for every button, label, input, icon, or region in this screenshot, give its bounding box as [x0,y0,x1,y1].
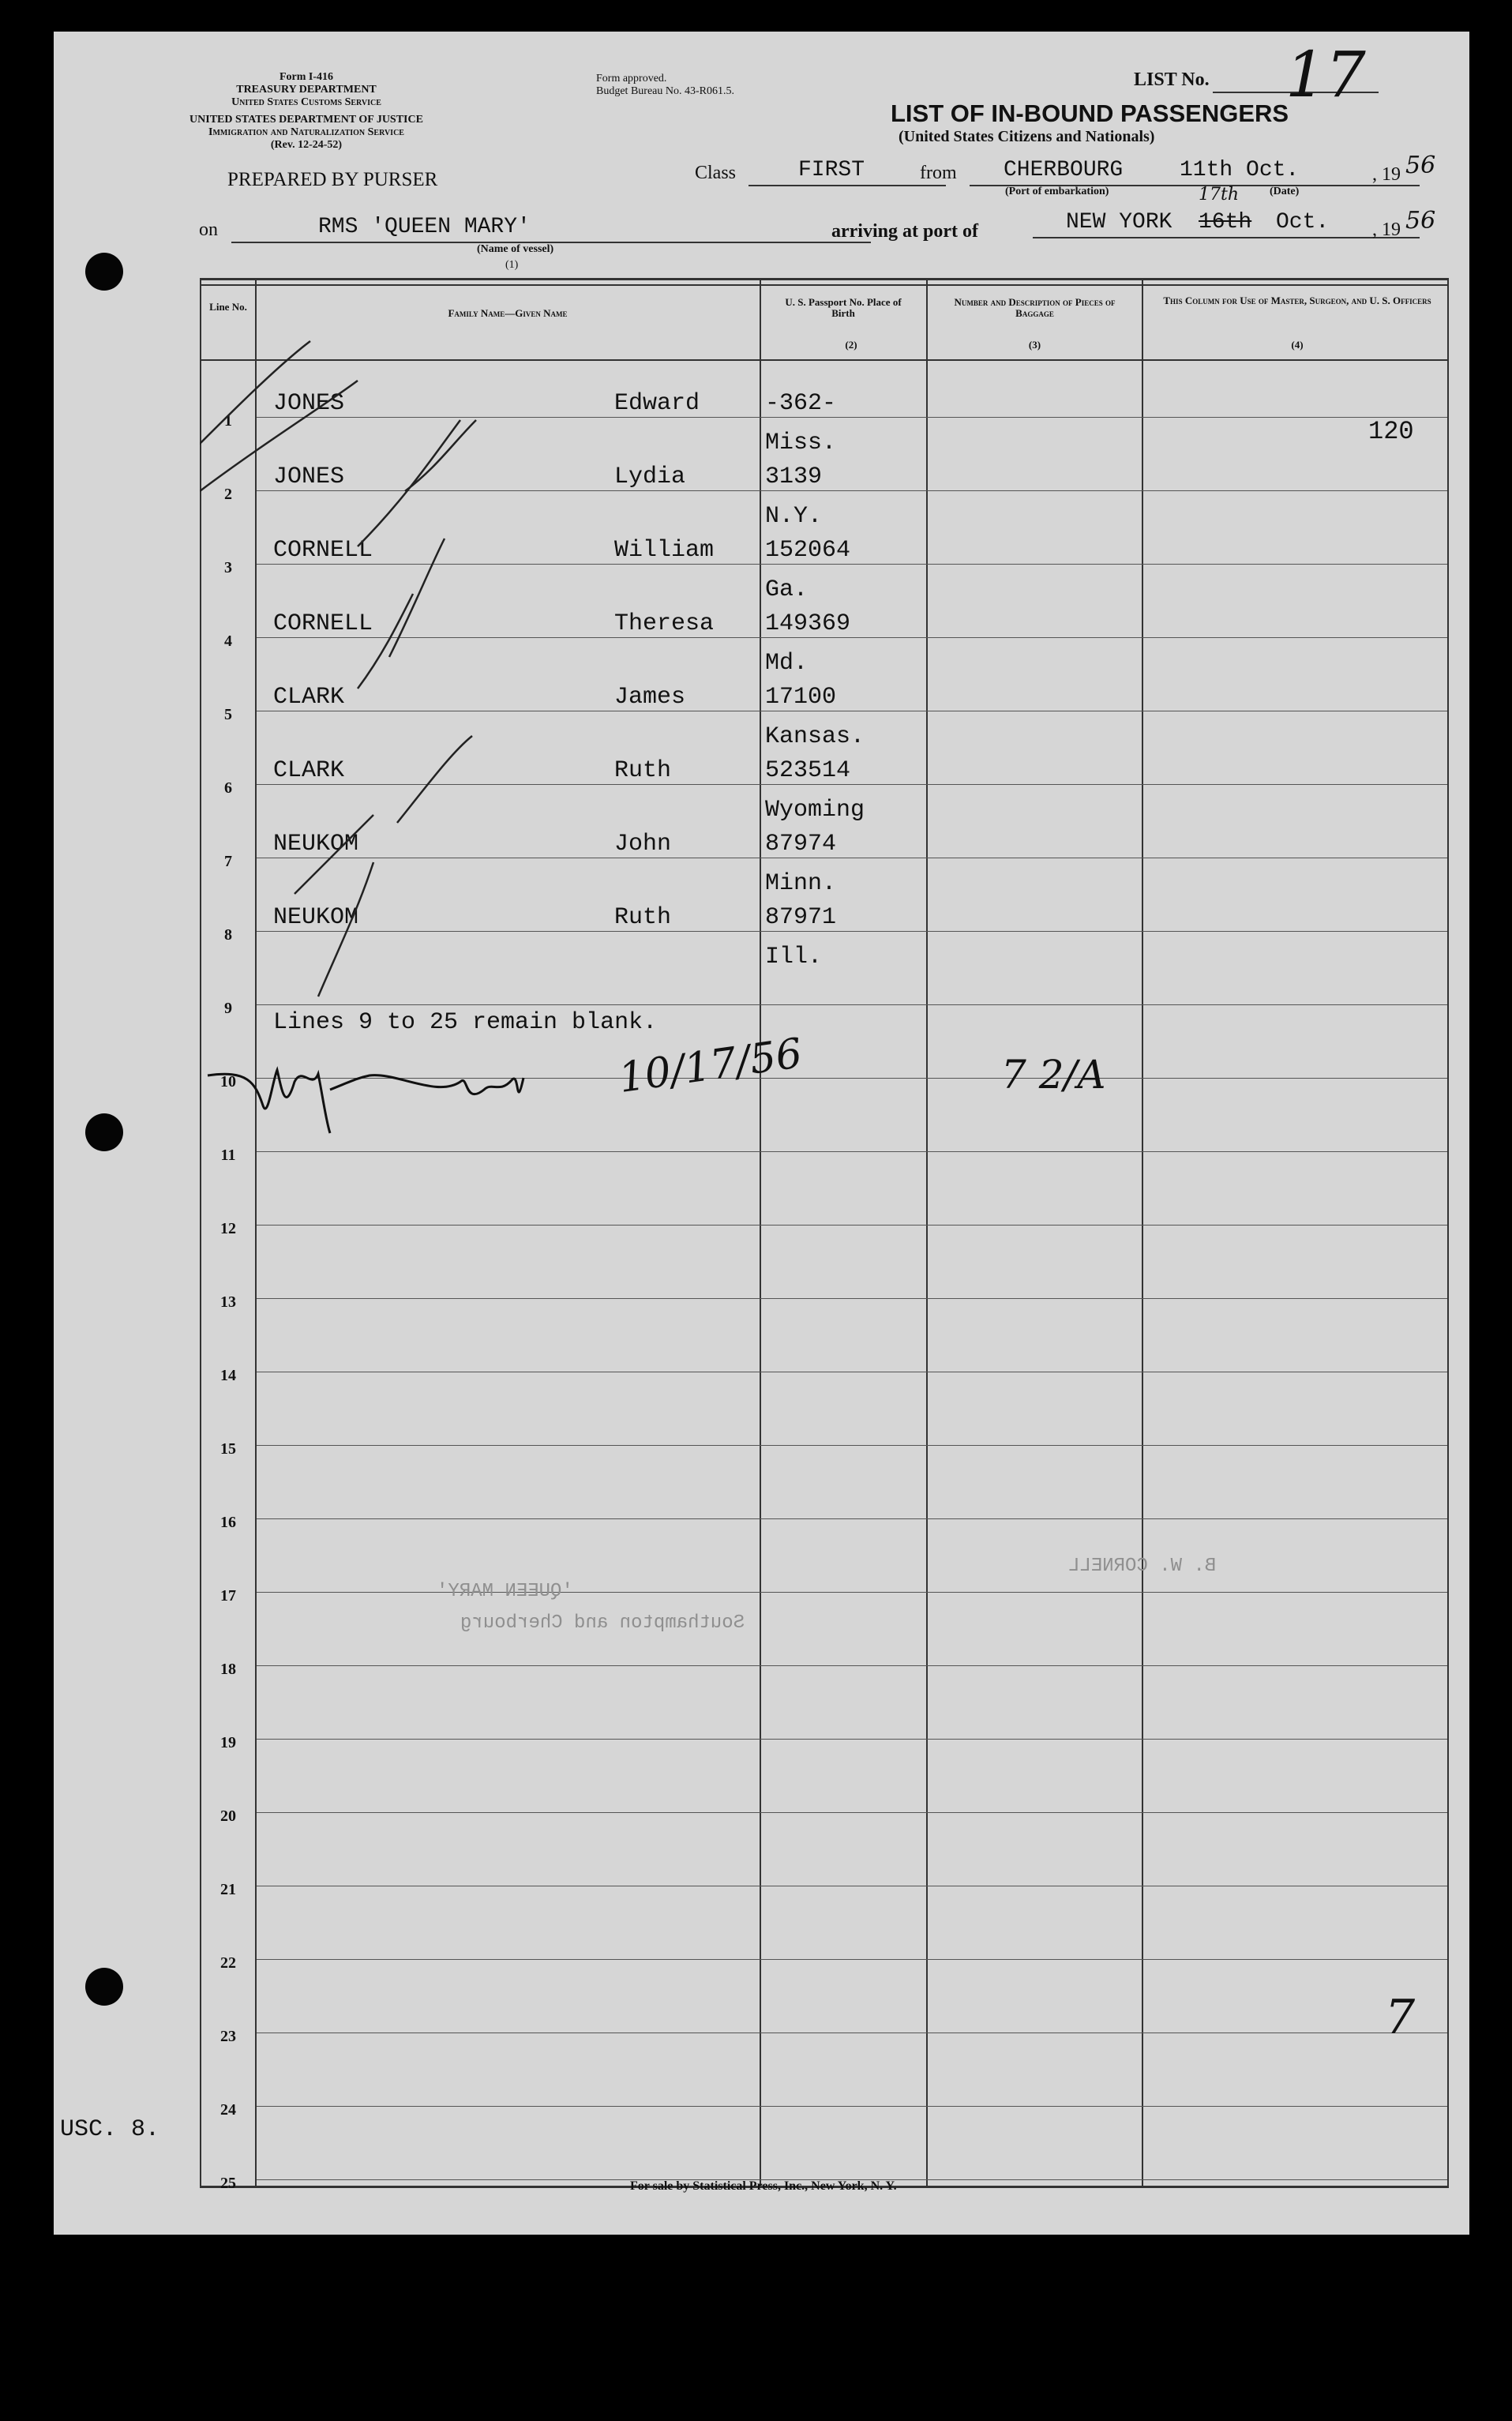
row-number: 5 [224,706,232,723]
row-rule [257,1151,1447,1152]
form-number: Form I-416 [279,71,334,83]
row-rule [257,1959,1447,1960]
place-of-birth: Miss. [765,430,837,456]
class-label: Class [695,163,737,183]
corner-mark: 7 [1385,1990,1416,2045]
table-top-border [200,278,1449,280]
date-caption: (Date) [1270,186,1300,197]
form-approved: Form approved. [596,73,667,84]
place-of-birth: Ill. [765,944,823,970]
budget-bureau: Budget Bureau No. 43-R061.5. [596,85,734,97]
ins-service: Immigration and Naturalization Service [208,126,404,138]
row-rule [257,1298,1447,1299]
row-number: 18 [220,1661,236,1678]
row-number: 8 [224,926,232,944]
col-header-passport: U. S. Passport No. Place of Birth [785,296,902,319]
treasury-dept: TREASURY DEPARTMENT [236,84,377,96]
passport-number: 152064 [765,537,851,564]
revision: (Rev. 12-24-52) [270,139,343,151]
punch-hole-icon [85,253,123,291]
row-number: 1 [224,412,232,430]
row-number: 25 [220,2175,236,2192]
class-value: FIRST [798,158,865,182]
given-name: Theresa [614,610,715,637]
row-number: 11 [220,1147,236,1164]
form-title: LIST OF IN-BOUND PASSENGERS [891,99,1289,127]
year-1: 56 [1405,152,1436,179]
row-rule [257,1445,1447,1446]
customs-service: United States Customs Service [231,96,381,108]
vessel-col-num: (1) [505,259,519,271]
bleed-through-text: Southampton and Cherbourg [460,1612,745,1634]
given-name: Lydia [614,464,686,490]
footer-printer: For sale by Statistical Press, Inc., New York, N. Y. [630,2179,897,2193]
row-number: 23 [220,2028,236,2045]
class-underline [748,185,946,186]
row-rule [257,1518,1447,1519]
from-label: from [920,163,957,183]
purser-signature-icon [200,1034,926,1137]
place-of-birth: Ga. [765,576,809,603]
arriving-label: arriving at port of [831,221,978,242]
passport-number: 3139 [765,464,823,490]
arrival-month: Oct. [1276,210,1330,235]
col-num-4: (4) [1291,339,1304,351]
arrival-underline [1033,237,1420,238]
date-value: 11th Oct. [1180,158,1300,182]
table-right-border [1447,278,1449,2187]
row-rule [257,1665,1447,1666]
row-number: 20 [220,1807,236,1825]
family-name: JONES [273,390,345,417]
row-number: 21 [220,1881,236,1898]
vessel-name: RMS 'QUEEN MARY' [318,215,531,239]
given-name: Edward [614,390,700,417]
given-name: James [614,684,686,711]
row-number: 4 [224,632,232,650]
passport-number: 17100 [765,684,837,711]
family-name: CLARK [273,757,345,784]
passport-number: -362- [765,390,837,417]
row-rule [257,2106,1447,2107]
margin-code: USC. 8. [60,2116,160,2143]
port-caption: (Port of embarkation) [1005,186,1109,197]
row-number: 2 [224,486,232,503]
arrival-date-struck: 16th [1199,210,1252,235]
passport-number: 87974 [765,831,837,858]
row-number: 6 [224,779,232,797]
justice-dept: UNITED STATES DEPARTMENT OF JUSTICE [189,114,423,126]
year-prefix-1: , 19 [1372,164,1401,185]
col-num-2: (2) [845,339,857,351]
row-number: 3 [224,559,232,576]
family-name: CORNELL [273,610,373,637]
place-of-birth: Md. [765,650,809,677]
list-no-label: LIST No. [1134,69,1210,90]
family-name: CORNELL [273,537,373,564]
punch-hole-icon [85,1968,123,2006]
punch-hole-icon [85,1113,123,1151]
row-number: 14 [220,1367,236,1384]
row-number: 19 [220,1734,236,1751]
place-of-birth: N.Y. [765,503,823,530]
row-number: 10 [220,1073,236,1090]
arrival-date-correction: 17th [1199,185,1240,205]
col-header-officers: This Column for Use of Master, Surgeon, and U. S. Officers [1163,295,1431,306]
place-of-birth: Minn. [765,870,837,897]
row-number: 12 [220,1220,236,1237]
col-header-line-no: Line No. [209,301,247,313]
family-name: CLARK [273,684,345,711]
table-top-border-inner [200,284,1449,286]
row-number: 22 [220,1954,236,1972]
on-label: on [199,220,218,240]
family-name: JONES [273,464,345,490]
col-header-name: Family Name—Given Name [448,307,568,319]
row-number: 17 [220,1587,236,1605]
family-name: NEUKOM [273,904,359,931]
row-number: 16 [220,1514,236,1531]
year-2: 56 [1405,207,1436,235]
row-number: 24 [220,2101,236,2119]
given-name: William [614,537,715,564]
row-rule [257,1739,1447,1740]
passport-number: 87971 [765,904,837,931]
col-header-baggage: Number and Description of Pieces of Baggage [954,296,1116,319]
form-subtitle: (United States Citizens and Nationals) [899,128,1155,145]
from-value: CHERBOURG [1004,158,1124,182]
blank-note: Lines 9 to 25 remain blank. [273,1009,658,1036]
bleed-through-text: 'QUEEN MARY' [437,1581,573,1602]
family-name: NEUKOM [273,831,359,858]
bleed-through-text: B. W. CORNELL [1068,1556,1217,1577]
given-name: Ruth [614,904,672,931]
row-number: 9 [224,1000,232,1017]
arrival-port: NEW YORK [1066,210,1172,235]
place-of-birth: Kansas. [765,723,865,750]
place-of-birth: Wyoming [765,797,865,824]
year-prefix-2: , 19 [1372,220,1401,240]
check-marks-icon [200,310,642,1020]
row-rule [257,1812,1447,1813]
passport-number: 149369 [765,610,851,637]
row-rule [257,1225,1447,1226]
form-sheet [54,32,1469,2235]
passport-number: 523514 [765,757,851,784]
signature-date: 10/17/56 [615,1030,805,1102]
row-rule [257,1592,1447,1593]
col-num-3: (3) [1028,339,1041,351]
officer-note: 120 [1368,417,1414,446]
given-name: Ruth [614,757,672,784]
given-name: John [614,831,672,858]
row-number: 7 [224,853,232,870]
vessel-caption: (Name of vessel) [477,243,554,255]
list-no-value: 17 [1285,38,1366,111]
passenger-table [200,278,1449,2192]
prepared-by: PREPARED BY PURSER [227,169,438,190]
row-number: 13 [220,1293,236,1311]
row-number: 15 [220,1440,236,1458]
baggage-note: 7 2/A [1001,1052,1106,1098]
